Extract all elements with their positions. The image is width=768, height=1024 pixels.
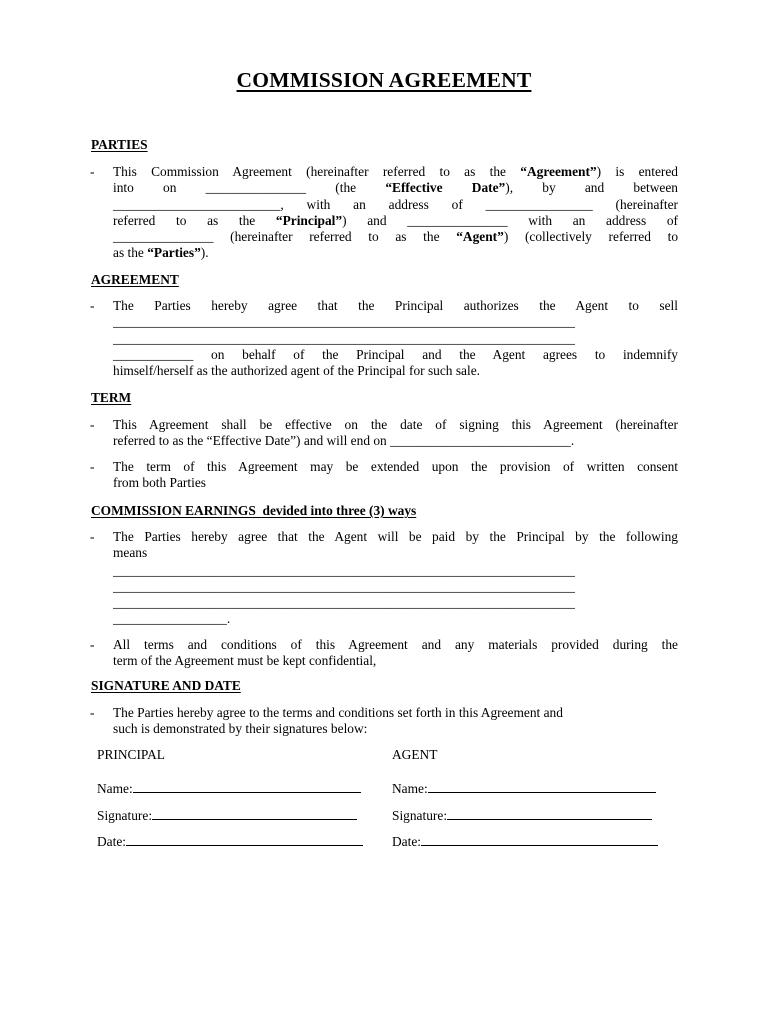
term-line-4: from both Parties xyxy=(113,475,206,491)
confidential-line-2: term of the Agreement must be kept confidential, xyxy=(113,653,377,669)
agent-label: AGENT xyxy=(392,747,438,762)
term-line-2: referred to as the “Effective Date”) and will end on ___________________________. xyxy=(113,433,575,449)
bullet-dash: - xyxy=(90,637,95,652)
signature-line-2: such is demonstrated by their signatures below: xyxy=(113,721,368,737)
principal-signature-blank[interactable] xyxy=(152,807,357,820)
principal-name-blank[interactable] xyxy=(133,780,361,793)
agreement-heading: AGREEMENT xyxy=(91,272,179,287)
agent-name-blank[interactable] xyxy=(428,780,656,793)
document-title: COMMISSION AGREEMENT xyxy=(236,68,532,92)
principal-name-field[interactable]: Name: xyxy=(97,780,361,797)
agreement-line-4: ____________ on behalf of the Principal and the Agent agrees to indemnify xyxy=(113,346,678,362)
term-line-1: This Agreement shall be effective on the date of signing this Agreement (hereinafter xyxy=(113,417,678,432)
agreement-blank-2: _____________________________________________________________________ xyxy=(113,330,575,346)
term-line-3: The term of this Agreement may be extended upon the provision of written consent xyxy=(113,459,678,474)
principal-date-blank[interactable] xyxy=(126,833,363,846)
agreement-line-5: himself/herself as the authorized agent of the Principal for such sale. xyxy=(113,363,481,379)
agent-date-blank[interactable] xyxy=(421,833,658,846)
parties-clause xyxy=(90,164,678,262)
term-clause-1 xyxy=(90,417,678,450)
term-heading: TERM xyxy=(91,390,132,405)
agent-signature-field[interactable]: Signature: xyxy=(392,807,652,824)
parties-text xyxy=(113,164,678,262)
bullet-dash: - xyxy=(90,417,95,432)
commission-line-2: means xyxy=(113,545,148,561)
parties-line-3: _________________________, with an address of ________________ (hereinafter xyxy=(113,196,678,212)
commission-blank-4: _________________. xyxy=(113,611,231,627)
confidential-line-1: All terms and conditions of this Agreement and any materials provided during the xyxy=(113,637,678,652)
agreement-line-1: The Parties hereby agree that the Principal authorizes the Agent to sell xyxy=(113,298,678,313)
bullet-dash: - xyxy=(90,529,95,544)
parties-line-2: into on _______________ (the “Effective Date”), by and between xyxy=(113,180,678,196)
signature-line-1: The Parties hereby agree to the terms and conditions set forth in this Agreement and xyxy=(113,705,563,720)
signature-clause xyxy=(90,705,678,738)
parties-line-1: This Commission Agreement (hereinafter referred to as the “Agreement”) is entered xyxy=(113,164,678,179)
commission-clause-2 xyxy=(90,637,678,670)
parties-heading: PARTIES xyxy=(91,137,148,152)
commission-clause-1 xyxy=(90,529,678,628)
bullet-dash: - xyxy=(90,298,95,313)
commission-line-1: The Parties hereby agree that the Agent will be paid by the Principal by the following xyxy=(113,529,678,544)
term-clause-2 xyxy=(90,459,678,492)
agent-name-field[interactable]: Name: xyxy=(392,780,656,797)
agent-signature-blank[interactable] xyxy=(447,807,652,820)
agent-date-field[interactable]: Date: xyxy=(392,833,658,850)
bullet-dash: - xyxy=(90,459,95,474)
parties-line-6: as the “Parties”). xyxy=(113,245,209,261)
bullet-dash: - xyxy=(90,164,95,179)
commission-blank-1: _____________________________________________________________________ xyxy=(113,562,575,578)
commission-blank-3: _____________________________________________________________________ xyxy=(113,595,575,611)
principal-date-field[interactable]: Date: xyxy=(97,833,363,850)
agreement-blank-1: _____________________________________________________________________ xyxy=(113,314,575,330)
signature-heading: SIGNATURE AND DATE xyxy=(91,678,241,693)
parties-line-5: _______________ (hereinafter referred to as the “Agent”) (collectively referred to xyxy=(113,229,679,245)
agreement-clause xyxy=(90,298,678,379)
agreement-text xyxy=(113,298,678,379)
commission-blank-2: _____________________________________________________________________ xyxy=(113,578,575,594)
principal-label: PRINCIPAL xyxy=(97,747,165,762)
commission-heading: COMMISSION EARNINGS devided into three (3) ways xyxy=(91,503,417,518)
principal-signature-field[interactable]: Signature: xyxy=(97,807,357,824)
parties-line-4: referred to as the “Principal”) and _______________ with an address of xyxy=(113,212,678,228)
bullet-dash: - xyxy=(90,705,95,720)
